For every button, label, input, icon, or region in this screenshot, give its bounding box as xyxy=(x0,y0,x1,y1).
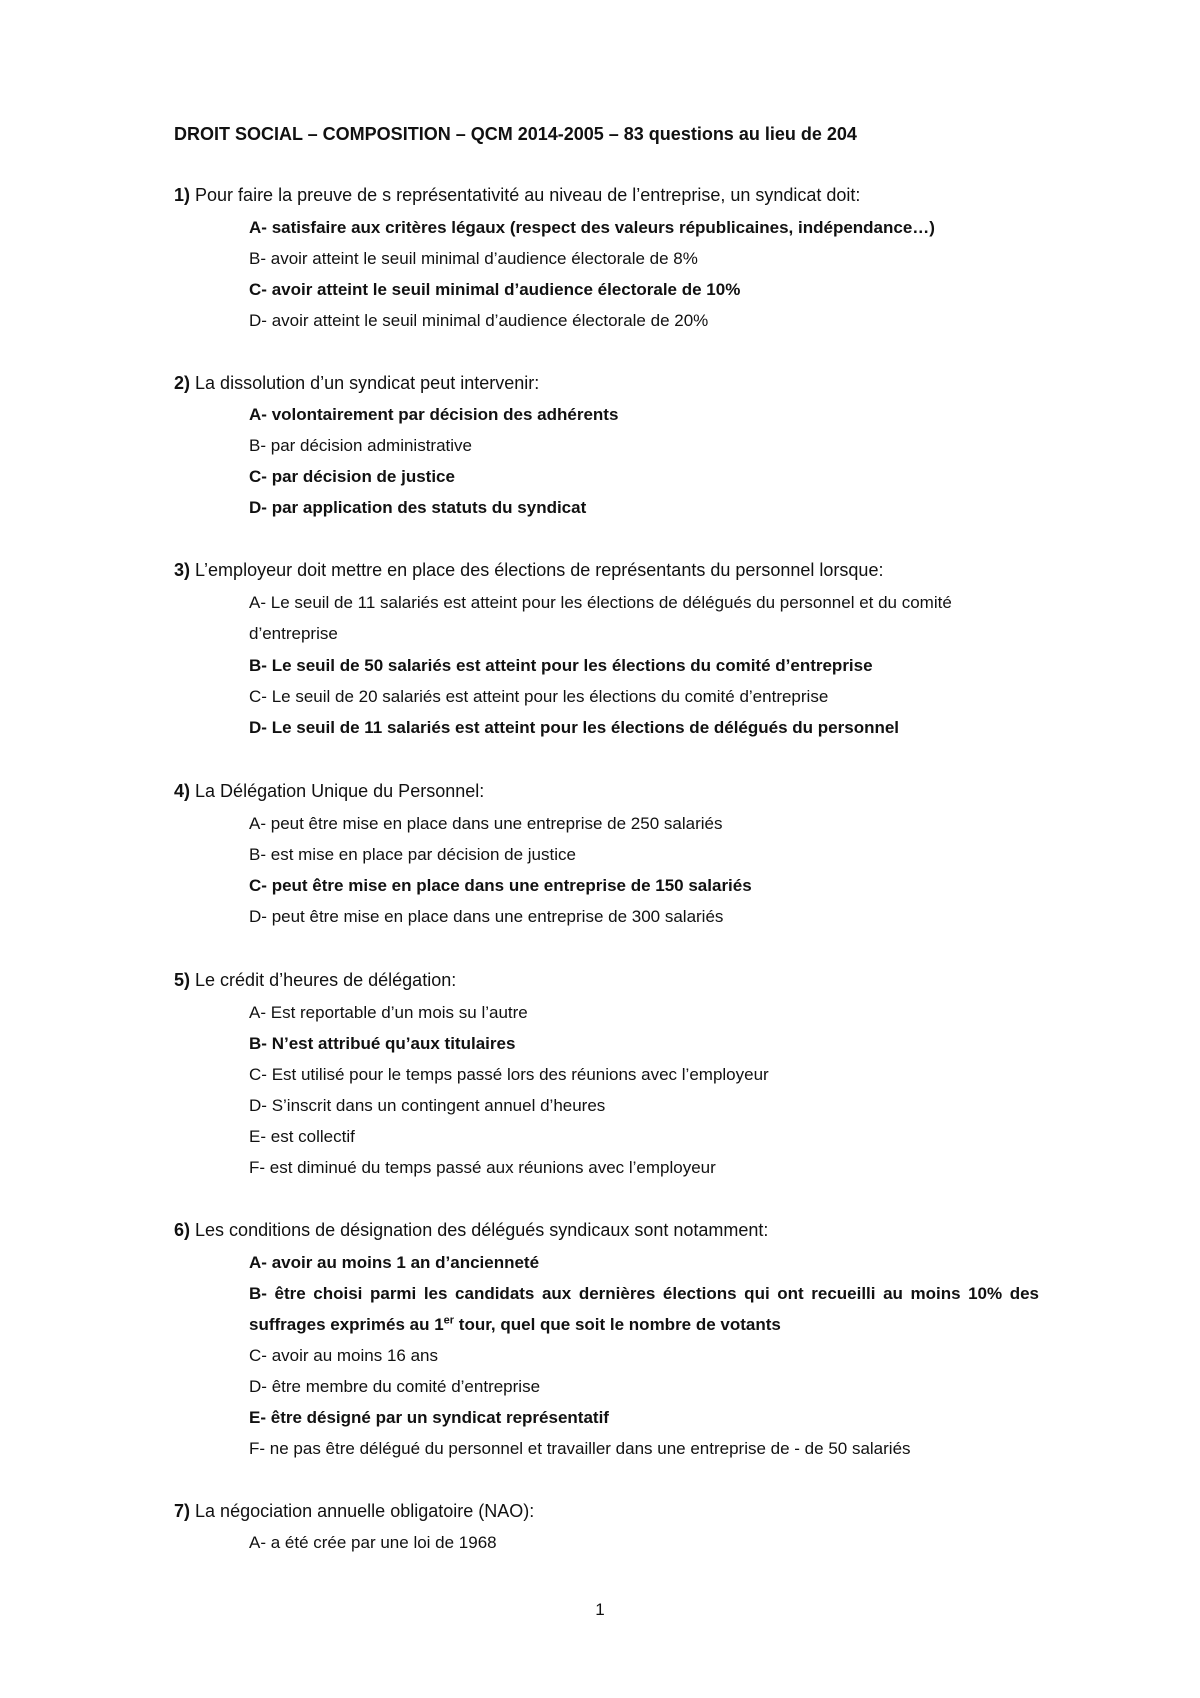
answer-letter: B- xyxy=(249,845,266,864)
answer-5a xyxy=(249,997,1039,1028)
answer-letter: F- xyxy=(249,1439,266,1458)
answer-text: Le seuil de 11 salariés est atteint pour les élections de délégués du personnel xyxy=(271,718,900,737)
answer-text: est mise en place par décision de justice xyxy=(270,845,576,864)
answer-2c xyxy=(249,461,1039,492)
answer-text: avoir atteint le seuil minimal d’audience électorale de 10% xyxy=(271,280,741,299)
answer-letter: B- xyxy=(249,1034,267,1053)
answer-5d xyxy=(249,1090,1039,1121)
answer-letter: D- xyxy=(249,1096,267,1115)
answer-letter: C- xyxy=(249,876,267,895)
answer-3a xyxy=(249,587,1039,649)
answer-3d xyxy=(249,712,1039,743)
answer-letter: D- xyxy=(249,498,267,517)
answer-text: avoir au moins 1 an d’ancienneté xyxy=(271,1253,540,1272)
answer-letter: B- xyxy=(249,249,266,268)
answer-letter: C- xyxy=(249,467,267,486)
page-number: 1 xyxy=(595,1600,605,1619)
answer-5b xyxy=(249,1028,1039,1059)
question-6 xyxy=(174,1220,768,1241)
answer-text: est diminué du temps passé aux réunions avec l’employeur xyxy=(269,1158,716,1177)
answer-4b xyxy=(249,839,1039,870)
answer-text: satisfaire aux critères légaux (respect des valeurs républicaines, indépendance…) xyxy=(271,218,935,237)
answer-letter: D- xyxy=(249,1377,267,1396)
question-3 xyxy=(174,560,883,581)
answer-letter: C- xyxy=(249,687,267,706)
answer-1a xyxy=(249,212,1039,243)
answer-letter: B- xyxy=(249,1284,267,1303)
answer-4a xyxy=(249,808,1039,839)
answer-5e xyxy=(249,1121,1039,1152)
answer-text: Le seuil de 20 salariés est atteint pour les élections du comité d’entreprise xyxy=(271,687,829,706)
answer-letter: C- xyxy=(249,280,267,299)
question-text: Pour faire la preuve de s représentativité au niveau de l’entreprise, un syndicat doit: xyxy=(195,185,861,205)
answer-text: volontairement par décision des adhérents xyxy=(271,405,619,424)
question-number: 6) xyxy=(174,1220,191,1240)
answer-text: Le seuil de 50 salariés est atteint pour les élections du comité d’entreprise xyxy=(271,656,873,675)
question-number: 7) xyxy=(174,1501,191,1521)
answer-text: par application des statuts du syndicat xyxy=(271,498,587,517)
question-number: 5) xyxy=(174,970,191,990)
answer-letter: C- xyxy=(249,1346,267,1365)
question-text: L’employeur doit mettre en place des élections de représentants du personnel lorsque: xyxy=(195,560,884,580)
question-text: Le crédit d’heures de délégation: xyxy=(195,970,457,990)
answer-4c xyxy=(249,870,1039,901)
answer-3c xyxy=(249,681,1039,712)
question-7 xyxy=(174,1501,534,1522)
question-number: 2) xyxy=(174,373,191,393)
answer-letter: E- xyxy=(249,1408,266,1427)
question-text: Les conditions de désignation des délégués syndicaux sont notamment: xyxy=(195,1220,769,1240)
answer-letter: C- xyxy=(249,1065,267,1084)
answer-text: ne pas être délégué du personnel et travailler dans une entreprise de - de 50 salariés xyxy=(269,1439,911,1458)
answer-text: avoir atteint le seuil minimal d’audience électorale de 8% xyxy=(270,249,698,268)
answer-superscript: er xyxy=(443,1314,455,1327)
answer-1b xyxy=(249,243,1039,274)
answer-text: avoir atteint le seuil minimal d’audience électorale de 20% xyxy=(271,311,709,330)
answer-2a xyxy=(249,399,1039,430)
question-text: La négociation annuelle obligatoire (NAO): xyxy=(195,1501,535,1521)
answer-3b xyxy=(249,650,1039,681)
answer-text-continued: tour, quel que soit le nombre de votants xyxy=(454,1315,781,1334)
answer-letter: D- xyxy=(249,311,267,330)
question-2 xyxy=(174,373,539,394)
answer-letter: F- xyxy=(249,1158,266,1177)
answer-6e xyxy=(249,1402,1039,1433)
answer-letter: D- xyxy=(249,907,267,926)
answer-letter: A- xyxy=(249,814,266,833)
answer-7a xyxy=(249,1527,1039,1558)
answer-1c xyxy=(249,274,1039,305)
answer-letter: B- xyxy=(249,436,266,455)
answer-text: peut être mise en place dans une entreprise de 300 salariés xyxy=(271,907,724,926)
question-4 xyxy=(174,781,484,802)
answer-text: Le seuil de 11 salariés est atteint pour les élections de délégués du personnel et du comité d’entreprise xyxy=(249,593,952,643)
question-5 xyxy=(174,970,456,991)
answer-6f xyxy=(249,1433,1039,1464)
document-title: DROIT SOCIAL – COMPOSITION – QCM 2014-2005 – 83 questions au lieu de 204 xyxy=(174,124,857,144)
answer-6c xyxy=(249,1340,1039,1371)
answer-text: peut être mise en place dans une entreprise de 250 salariés xyxy=(270,814,723,833)
answer-2b xyxy=(249,430,1039,461)
answer-letter: B- xyxy=(249,656,267,675)
question-text: La Délégation Unique du Personnel: xyxy=(195,781,485,801)
answer-text: N’est attribué qu’aux titulaires xyxy=(271,1034,516,1053)
answer-letter: A- xyxy=(249,593,266,612)
answer-4d xyxy=(249,901,1039,932)
answer-5c xyxy=(249,1059,1039,1090)
answer-text: Est reportable d’un mois su l’autre xyxy=(270,1003,528,1022)
answer-text: a été crée par une loi de 1968 xyxy=(270,1533,497,1552)
answer-text: peut être mise en place dans une entreprise de 150 salariés xyxy=(271,876,752,895)
answer-letter: A- xyxy=(249,405,267,424)
answer-5f xyxy=(249,1152,1039,1183)
answer-letter: A- xyxy=(249,1533,266,1552)
answer-text: S’inscrit dans un contingent annuel d’heures xyxy=(271,1096,606,1115)
answer-letter: E- xyxy=(249,1127,266,1146)
question-number: 3) xyxy=(174,560,191,580)
question-number: 4) xyxy=(174,781,191,801)
answer-letter: A- xyxy=(249,218,267,237)
answer-text: avoir au moins 16 ans xyxy=(271,1346,439,1365)
answer-letter: D- xyxy=(249,718,267,737)
answer-text: être désigné par un syndicat représentatif xyxy=(270,1408,609,1427)
answer-1d xyxy=(249,305,1039,336)
answer-text: par décision de justice xyxy=(271,467,455,486)
question-1 xyxy=(174,185,860,206)
answer-text: être choisi parmi les candidats aux dernières élections qui ont recueilli au moins 10% des suffrages exprimés au 1 xyxy=(249,1284,1039,1334)
question-number: 1) xyxy=(174,185,191,205)
answer-text: est collectif xyxy=(270,1127,355,1146)
answer-6b xyxy=(249,1278,1039,1340)
answer-letter: A- xyxy=(249,1253,267,1272)
answer-text: par décision administrative xyxy=(270,436,472,455)
answer-text: Est utilisé pour le temps passé lors des réunions avec l’employeur xyxy=(271,1065,769,1084)
question-text: La dissolution d’un syndicat peut intervenir: xyxy=(195,373,540,393)
answer-2d xyxy=(249,492,1039,523)
answer-text: être membre du comité d’entreprise xyxy=(271,1377,541,1396)
answer-letter: A- xyxy=(249,1003,266,1022)
answer-6a xyxy=(249,1247,1039,1278)
answer-6d xyxy=(249,1371,1039,1402)
